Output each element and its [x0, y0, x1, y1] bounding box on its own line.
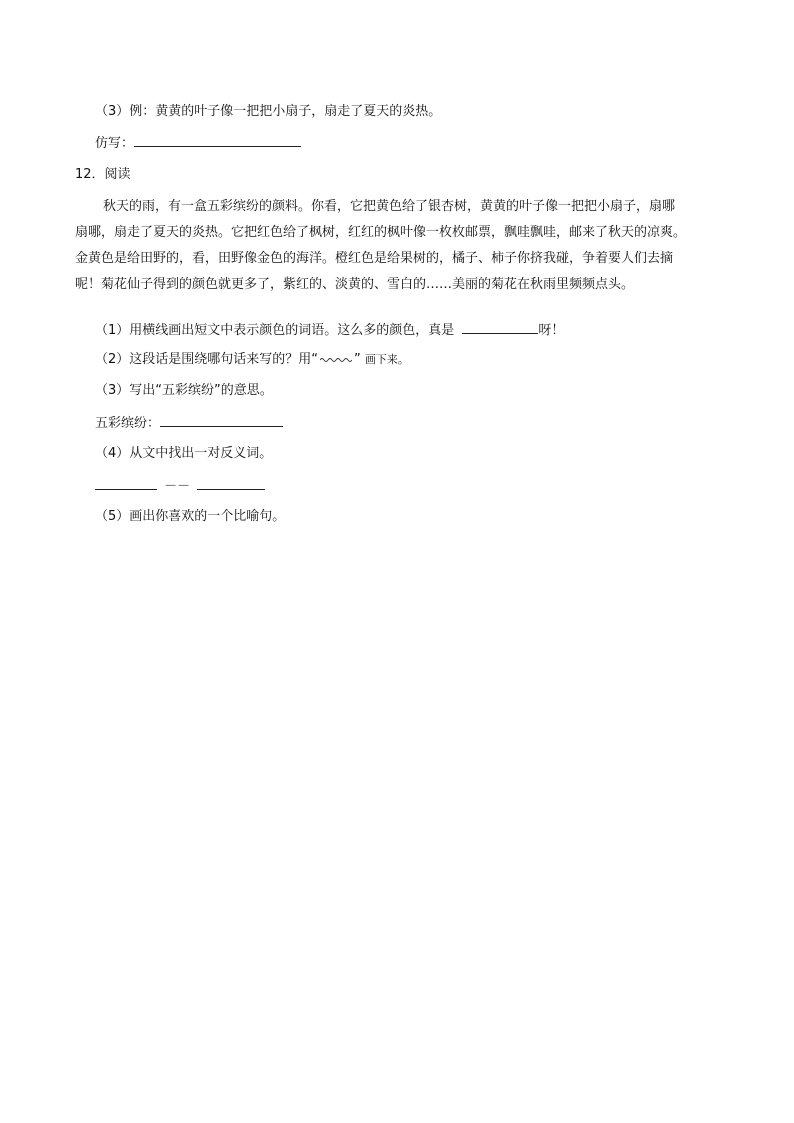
q12-sub2	[95, 350, 409, 369]
q12-sub1-prefix: （1）用横线画出短文中表示颜色的词语。这么多的颜色，真是	[95, 323, 455, 338]
q12-sub1-blank[interactable]	[462, 320, 538, 334]
q12-sub4-blank-left[interactable]	[95, 476, 157, 490]
q11-3-example-text: （3）例：黄黄的叶子像一把把小扇子，扇走了夏天的炎热。	[95, 104, 442, 119]
q12-sub4	[95, 445, 272, 463]
q11-3-imitate-row	[95, 133, 301, 153]
passage-line-3: 金黄色是给田野的，看，田野像金色的海洋。橙红色是给果树的，橘子、柿子你挤我碰，争着要人们去摘	[75, 251, 674, 266]
passage-line-1: 秋天的雨，有一盒五彩缤纷的颜料。你看，它把黄色给了银杏树，黄黄的叶子像一把把小扇子，扇哪	[103, 199, 676, 214]
q12-sub3-text: （3）写出“五彩缤纷”的意思。	[95, 383, 273, 398]
q11-3-imitate-blank[interactable]	[134, 133, 301, 147]
q12-title	[75, 166, 131, 184]
q12-passage	[75, 194, 709, 298]
q12-sub4-blank-right[interactable]	[197, 476, 265, 490]
q12-sub3-answer-blank[interactable]	[160, 413, 283, 427]
passage-line-4: 呢！菊花仙子得到的颜色就更多了，紫红的、淡黄的、雪白的……美丽的菊花在秋雨里频频点头。	[75, 277, 635, 292]
q11-3-example	[95, 103, 441, 121]
q12-sub2-prefix: （2）这段话是围绕哪句话来写的？用“	[95, 352, 319, 367]
q11-3-imitate-label: 仿写：	[95, 136, 135, 151]
q12-sub3-answer-label: 五彩缤纷：	[95, 416, 161, 431]
q12-sub3	[95, 382, 273, 400]
q12-title-text: 12．阅读	[75, 167, 131, 182]
q12-sub5-text: （5）画出你喜欢的一个比喻句。	[95, 509, 286, 524]
q12-sub5	[95, 508, 285, 526]
wavy-underline-icon	[318, 350, 354, 363]
q12-sub1	[95, 320, 564, 340]
q12-sub4-answer-row	[95, 476, 265, 496]
q12-sub4-text: （4）从文中找出一对反义词。	[95, 446, 273, 461]
q12-sub4-dash: －－	[164, 479, 191, 494]
q12-sub2-tail: 画下来。	[364, 353, 409, 366]
q12-sub3-answer-row	[95, 413, 283, 433]
q12-sub2-suffix: ”	[354, 352, 361, 367]
passage-line-2: 扇哪，扇走了夏天的炎热。它把红色给了枫树，红红的枫叶像一枚枚邮票，飘哇飘哇，邮来了秋天的凉爽。	[75, 225, 687, 240]
q12-sub1-suffix: 呀！	[538, 323, 565, 338]
